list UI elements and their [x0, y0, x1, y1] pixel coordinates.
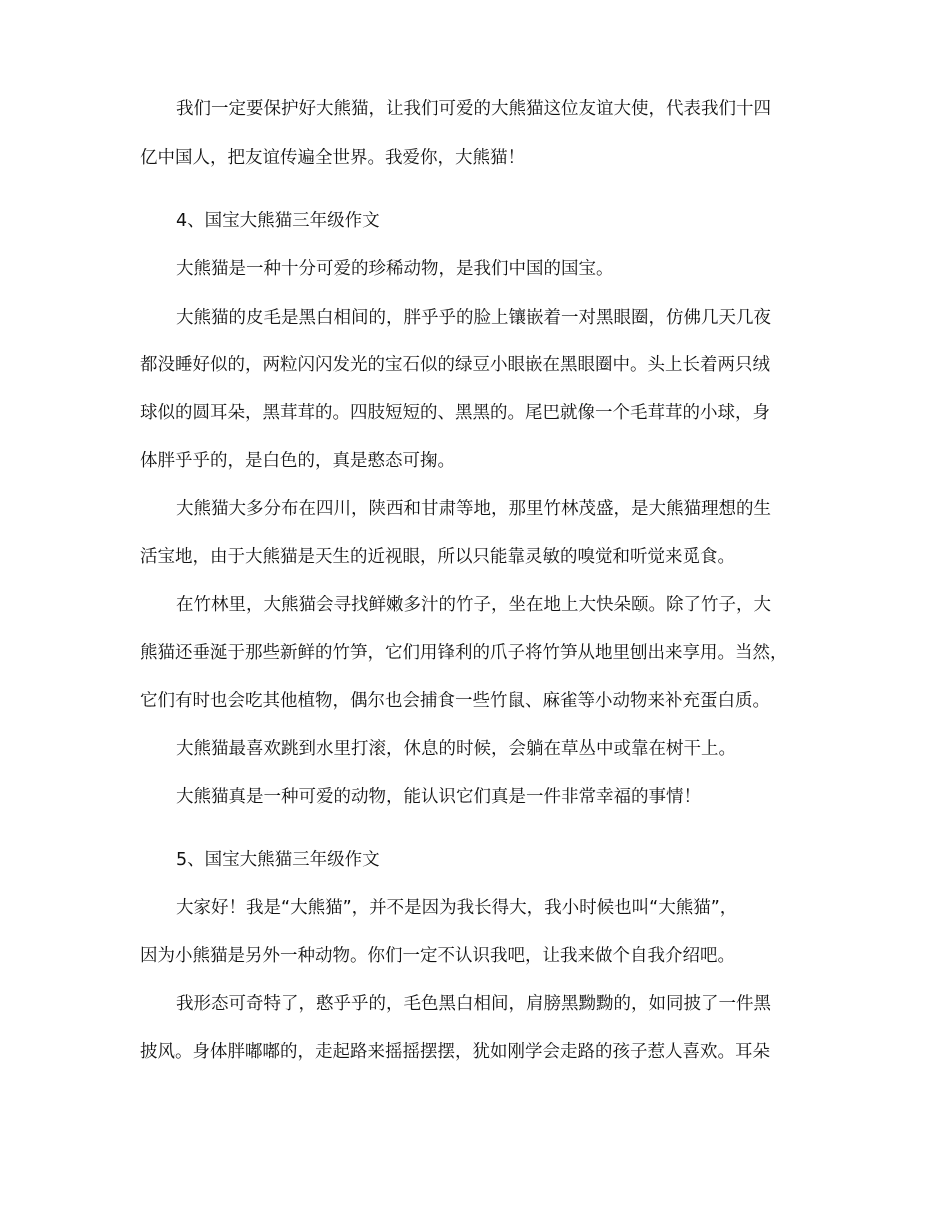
paragraph-line: 大熊猫是一种十分可爱的珍稀动物，是我们中国的国宝。	[176, 259, 614, 279]
paragraph-line: 都没睡好似的，两粒闪闪发光的宝石似的绿豆小眼嵌在黑眼圈中。头上长着两只绒	[140, 355, 770, 375]
section-heading-4: 4、国宝大熊猫三年级作文	[176, 211, 380, 231]
paragraph-line: 球似的圆耳朵，黑茸茸的。四肢短短的、黑黑的。尾巴就像一个毛茸茸的小球，身	[140, 403, 770, 423]
paragraph-line: 体胖乎乎的，是白色的，真是憨态可掬。	[140, 451, 455, 471]
paragraph-line: 因为小熊猫是另外一种动物。你们一定不认识我吧，让我来做个自我介绍吧。	[140, 946, 735, 966]
paragraph-line: 在竹林里，大熊猫会寻找鲜嫩多汁的竹子，坐在地上大快朵颐。除了竹子，大	[176, 595, 771, 615]
paragraph-line: 亿中国人，把友谊传遍全世界。我爱你，大熊猫！	[140, 148, 525, 168]
paragraph-line: 我形态可奇特了，憨乎乎的，毛色黑白相间，肩膀黑黝黝的，如同披了一件黑	[176, 994, 771, 1014]
paragraph-line: 活宝地，由于大熊猫是天生的近视眼，所以只能靠灵敏的嗅觉和听觉来觅食。	[140, 547, 735, 567]
paragraph-line: 披风。身体胖嘟嘟的，走起路来摇摇摆摆，犹如刚学会走路的孩子惹人喜欢。耳朵	[140, 1042, 770, 1062]
paragraph-line: 我们一定要保护好大熊猫，让我们可爱的大熊猫这位友谊大使，代表我们十四	[176, 99, 771, 119]
section-heading-5: 5、国宝大熊猫三年级作文	[176, 850, 380, 870]
paragraph-line: 大家好！我是“大熊猫”，并不是因为我长得大，我小时候也叫“大熊猫”，	[176, 898, 738, 918]
paragraph-line: 大熊猫大多分布在四川，陕西和甘肃等地，那里竹林茂盛，是大熊猫理想的生	[176, 499, 771, 519]
paragraph-line: 大熊猫的皮毛是黑白相间的，胖乎乎的脸上镶嵌着一对黑眼圈，仿佛几天几夜	[176, 308, 771, 328]
paragraph-line: 熊猫还垂涎于那些新鲜的竹笋，它们用锋利的爪子将竹笋从地里刨出来享用。当然，	[140, 643, 788, 663]
paragraph-line: 它们有时也会吃其他植物，偶尔也会捕食一些竹鼠、麻雀等小动物来补充蛋白质。	[140, 691, 770, 711]
paragraph-line: 大熊猫真是一种可爱的动物，能认识它们真是一件非常幸福的事情！	[176, 787, 701, 807]
paragraph-line: 大熊猫最喜欢跳到水里打滚，休息的时候，会躺在草丛中或靠在树干上。	[176, 739, 736, 759]
